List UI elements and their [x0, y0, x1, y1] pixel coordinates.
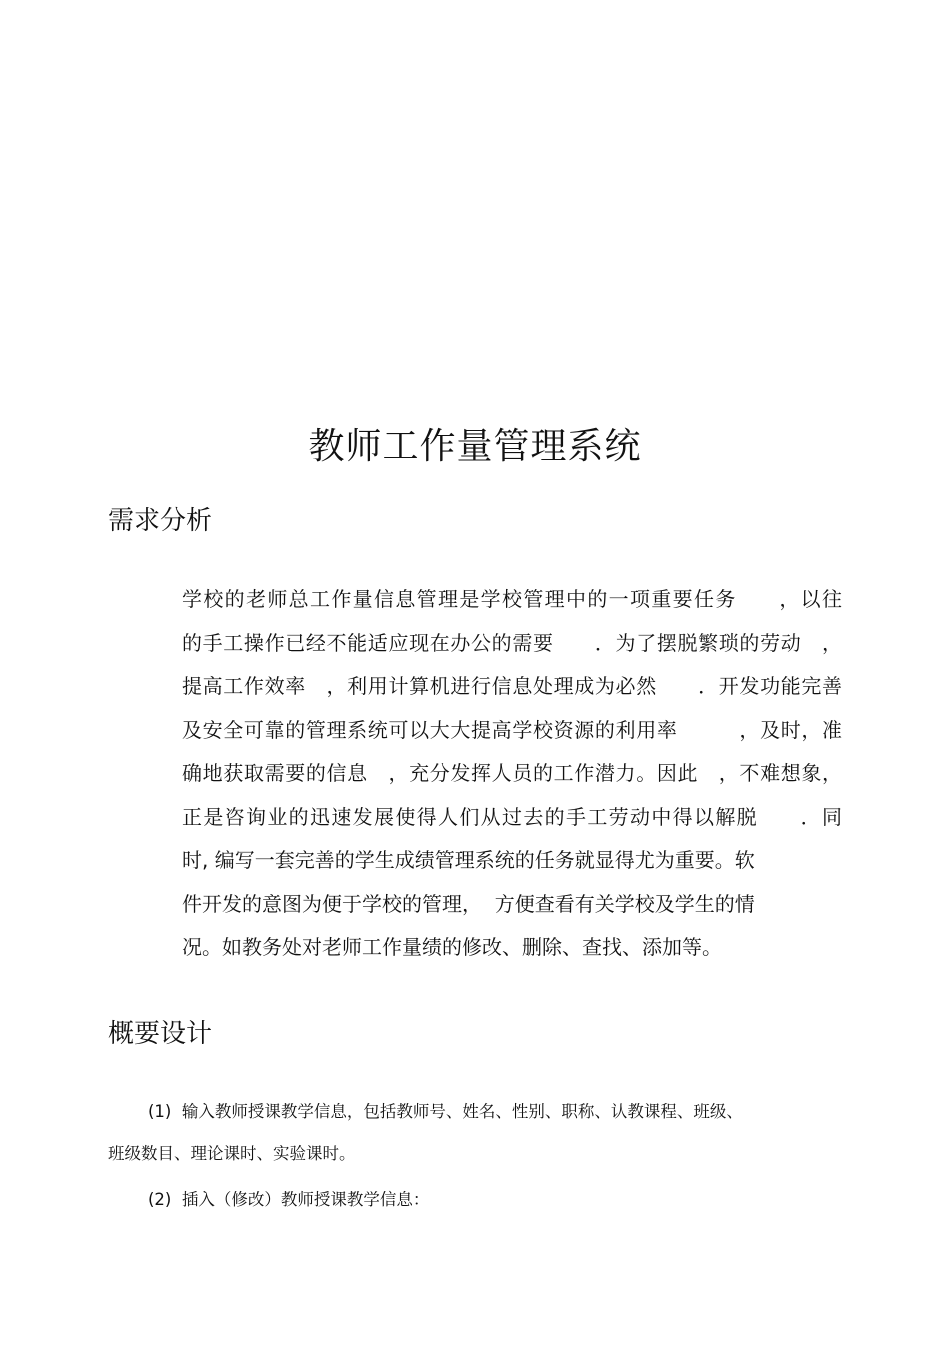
document-title: 教师工作量管理系统 — [308, 426, 642, 467]
paragraph-line: 况。如教务处对老师工作量绩的修改、删除、查找、添加等。 — [182, 935, 722, 959]
list-item-1-line-2: 班级数目、理论课时、实验课时。 — [108, 1144, 356, 1163]
list-item-2: (2) 插入（修改）教师授课教学信息： — [148, 1190, 430, 1209]
requirements-paragraph — [182, 578, 842, 970]
paragraph-line: 提高工作效率 ，利用计算机进行信息处理成为必然 ．开发功能完善 — [182, 674, 842, 698]
paragraph-line: 确地获取需要的信息 ，充分发挥人员的工作潜力。因此 ，不难想象， — [182, 761, 842, 785]
paragraph-line: 学校的老师总工作量信息管理是学校管理中的一项重要任务 ，以往 — [182, 587, 842, 611]
list-item-1-line-1: (1) 输入教师授课教学信息，包括教师号、姓名、性别、职称、认教课程、班级、 — [148, 1102, 743, 1121]
paragraph-line: 正是咨询业的迅速发展使得人们从过去的手工劳动中得以解脱 ．同 — [182, 804, 842, 829]
paragraph-line: 件开发的意图为便于学校的管理， 方便查看有关学校及学生的情 — [182, 891, 755, 916]
paragraph-line: 的手工操作已经不能适应现在办公的需要 ．为了摆脱繁琐的劳动 ， — [182, 630, 842, 655]
paragraph-line: 时, 编写一套完善的学生成绩管理系统的任务就显得尤为重要。软 — [182, 848, 755, 872]
section-heading-requirements: 需求分析 — [108, 506, 213, 536]
paragraph-line: 及安全可靠的管理系统可以大大提高学校资源的利用率 ，及时，准 — [182, 717, 842, 742]
section-heading-design: 概要设计 — [108, 1019, 213, 1049]
